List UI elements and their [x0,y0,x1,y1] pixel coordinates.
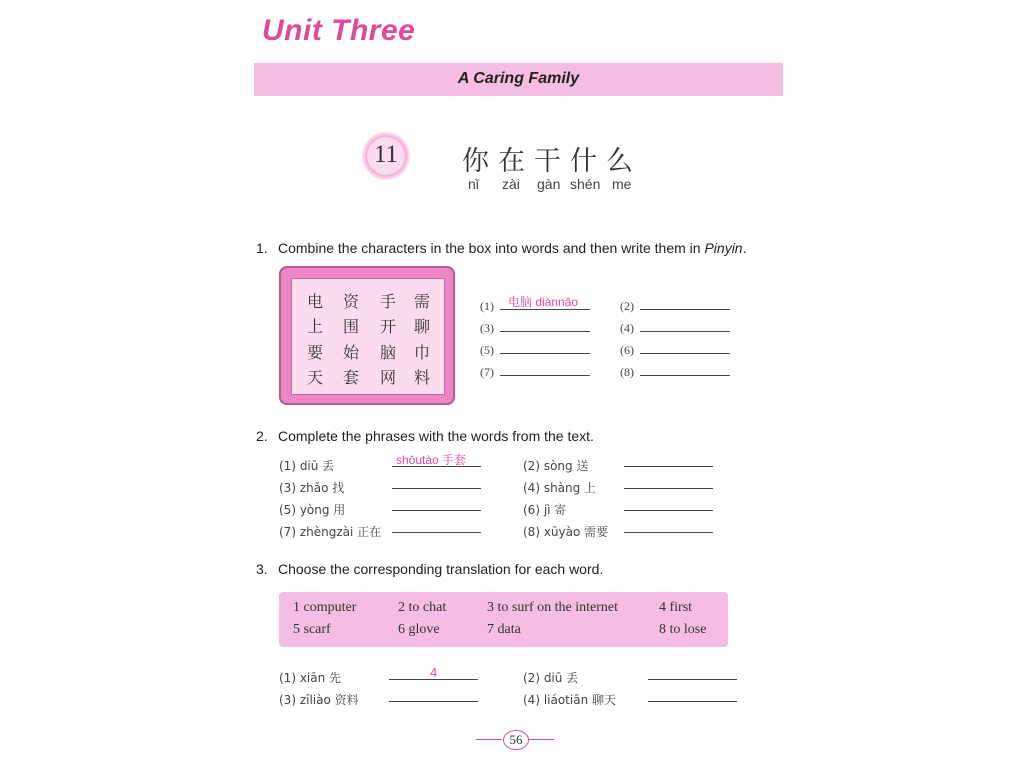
lesson-title-chinese: 你在干什么 [462,146,642,177]
box-char: 料 [413,368,430,387]
character-grid [291,278,445,395]
pinyin-syllable: gàn [537,176,561,192]
translation-option: 7 data [487,622,521,637]
box-char: 天 [306,368,323,387]
q3-item-label: (2) diū 丢 [523,671,579,685]
question-text-italic: Pinyin [704,240,743,256]
question-number: 1. [256,240,268,256]
answer-blank[interactable] [624,532,713,533]
q1-item-answer: 电脑 diànnǎo [508,295,579,309]
pinyin-syllable: shén [570,176,601,192]
translation-option: 6 glove [398,622,440,637]
answer-blank[interactable] [648,679,737,680]
q1-item-label: (3) [480,321,494,335]
box-char: 要 [306,343,323,362]
answer-blank[interactable] [624,488,713,489]
q2-item-label: (4) shàng 上 [523,481,597,495]
answer-blank[interactable] [500,309,590,310]
pinyin-syllable: zài [502,176,520,192]
translation-option: 4 first [659,600,693,615]
translation-option: 3 to surf on the internet [487,600,619,615]
q1-item-label: (4) [620,321,634,335]
answer-blank[interactable] [640,331,730,332]
answer-blank[interactable] [500,353,590,354]
q3-item-label: (3) zīliào 资料 [279,693,359,707]
page-number: 56 [503,730,529,750]
q2-item-label: (3) zhǎo 找 [279,481,345,495]
q3-item-label: (4) liáotiān 聊天 [523,693,616,707]
pinyin-syllable: me [612,176,632,192]
question-text: Choose the corresponding translation for each word. [278,561,604,577]
box-char: 巾 [413,343,430,362]
lesson-title-pinyin [466,176,646,194]
translation-options-box [279,592,728,647]
box-char: 聊 [413,317,430,336]
character-box [279,266,455,405]
q1-item-label: (1) [480,299,494,313]
box-char: 始 [342,343,359,362]
q1-item-label: (7) [480,365,494,379]
answer-blank[interactable] [640,309,730,310]
lesson-number-badge [362,132,410,180]
box-char: 网 [379,368,396,387]
box-char: 电 [306,292,323,311]
q3-item-label: (1) xiān 先 [279,671,342,685]
q1-item-label: (5) [480,343,494,357]
q2-item-answer: shǒutào 手套 [396,453,467,467]
answer-blank[interactable] [640,353,730,354]
q1-item-label: (2) [620,299,634,313]
unit-subtitle-band [254,63,783,96]
question-number: 2. [256,428,268,444]
question-text-end: . [742,240,747,256]
answer-blank[interactable] [624,466,713,467]
answer-blank[interactable] [392,466,481,467]
answer-blank[interactable] [640,375,730,376]
q3-item-answer: 4 [430,665,438,680]
translation-option: 2 to chat [398,600,447,615]
answer-blank[interactable] [392,532,481,533]
box-char: 套 [342,368,359,387]
page-number-rule-right [528,739,554,740]
pinyin-syllable: nǐ [468,176,479,192]
q2-item-label: (8) xūyào 需要 [523,525,609,539]
box-char: 上 [306,317,323,336]
question-2-prompt [256,428,594,444]
box-char: 手 [379,292,396,311]
translation-option: 5 scarf [293,622,331,637]
unit-subtitle: A Caring Family [457,70,580,87]
page-number-rule-left [476,739,502,740]
box-char: 开 [379,317,396,336]
q2-item-label: (2) sòng 送 [523,459,589,473]
box-char: 需 [413,292,430,311]
question-3-prompt [256,561,603,577]
q2-item-label: (7) zhèngzài 正在 [279,525,382,539]
unit-title: Unit Three [262,14,416,47]
box-char: 脑 [379,343,396,362]
box-char: 围 [342,317,359,336]
q2-item-label: (6) jì 寄 [523,503,567,517]
answer-blank[interactable] [389,679,478,680]
question-number: 3. [256,561,268,577]
lesson-number: 11 [373,141,399,168]
q1-item-label: (8) [620,365,634,379]
answer-blank[interactable] [648,701,737,702]
answer-blank[interactable] [392,488,481,489]
translation-option: 1 computer [293,600,357,615]
q2-item-label: (1) diū 丢 [279,459,335,473]
answer-blank[interactable] [392,510,481,511]
translation-option: 8 to lose [659,622,707,637]
answer-blank[interactable] [500,331,590,332]
q2-item-label: (5) yòng 用 [279,503,346,517]
answer-blank[interactable] [624,510,713,511]
box-char: 资 [342,292,359,311]
answer-blank[interactable] [500,375,590,376]
q1-item-label: (6) [620,343,634,357]
question-1-prompt [256,240,746,256]
answer-blank[interactable] [389,701,478,702]
question-text: Complete the phrases with the words from the text. [278,428,594,444]
question-text: Combine the characters in the box into words and then write them in [278,240,705,256]
